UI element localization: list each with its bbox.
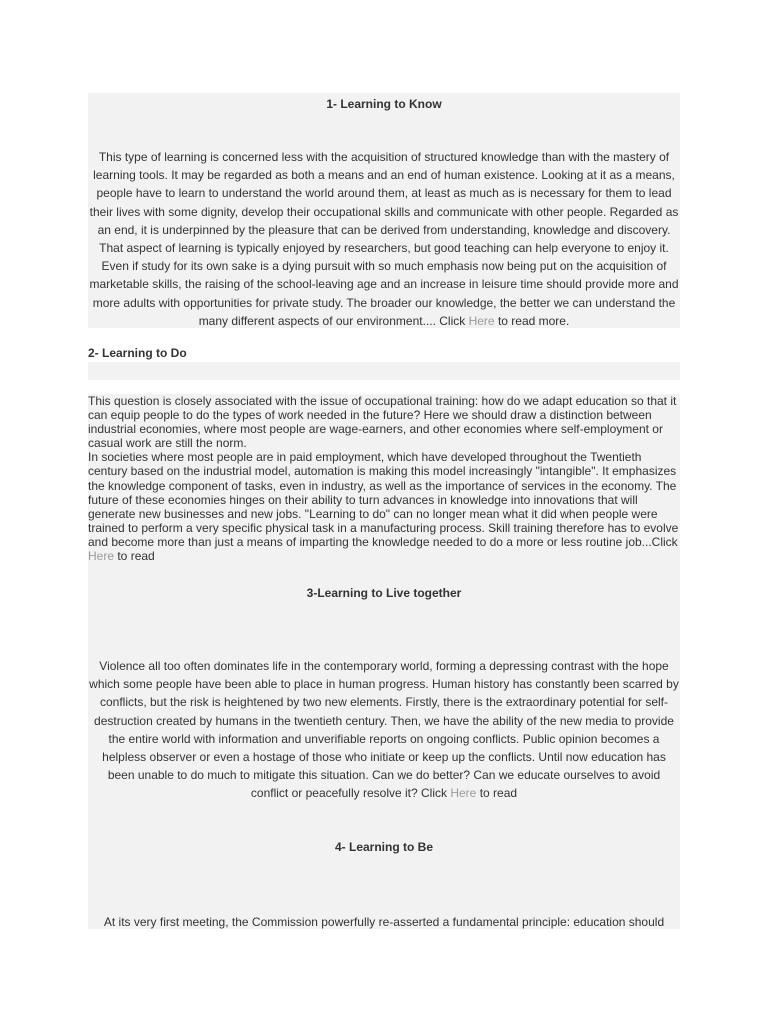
section-paragraph: [88, 148, 680, 330]
paragraph-text: This type of learning is concerned less with the acquisition of structured knowledge than with the mastery of learning tools. It may be regarded as both a means and an end of human existence. Looking at it as a means, people have to learn to understand the world around them, at least as much as is necessary for them to lead their lives with some dignity, develop their occupational skills and communicate with other people. Regarded as an end, it is underpinned by the pleasure that can be derived from understanding, knowledge and discovery. That aspect of learning is typically enjoyed by researchers, but good teaching can help everyone to enjoy it. Even if study for its own sake is a dying pursuit with so much emphasis now being put on the acquisition of marketable skills, the raising of the school-leaving age and an increase in leisure time should provide more and more adults with opportunities for private study. The broader our knowledge, the better we can understand the many different aspects of our environment.... Click: [89, 150, 679, 328]
section-paragraph: [88, 450, 680, 563]
section-paragraph: [88, 657, 680, 803]
section-heading: 3-Learning to Live together: [306, 586, 462, 600]
section-learning-to-know: [88, 93, 680, 328]
paragraph-tail: to read: [476, 786, 518, 801]
section-heading: 2- Learning to Do: [88, 346, 187, 360]
section-paragraph: This question is closely associated with the issue of occupational training: how do we adapt education so that it can equip people to do the types of work needed in the future? Here we should draw a distinction between industrial economies, where most people are wage-earners, and other economies where self-employment or casual work are still the norm.: [88, 394, 677, 451]
section-learning-to-do: [88, 394, 680, 564]
here-link[interactable]: Here: [468, 313, 495, 328]
section-divider-strip: [88, 362, 680, 380]
here-link[interactable]: Here: [450, 786, 477, 801]
paragraph-tail: to read more.: [494, 313, 570, 328]
section-heading-learning-to-be: 4- Learning to Be: [334, 840, 433, 854]
here-link[interactable]: Here: [88, 549, 115, 564]
section-learning-to-do-header: [88, 346, 680, 362]
section-paragraph-learning-to-be: At its very first meeting, the Commission powerfully re-asserted a fundamental principle: education should: [103, 915, 665, 929]
paragraph-tail: to read: [114, 549, 155, 564]
paragraph-text: In societies where most people are in paid employment, which have developed throughout the Twentieth century based on the industrial model, automation is making this model increasingly "intangible". It emphasizes the knowledge component of tasks, even in industry, as well as the importance of services in the economy. The future of these economies hinges on their ability to turn advances in knowledge into innovations that will generate new businesses and new jobs. "Learning to do" can no longer mean what it did when people were trained to perform a very specific physical task in a manufacturing process. Skill training therefore has to evolve and become more than just a means of imparting the knowledge needed to do a more or less routine job...Click: [88, 450, 679, 549]
section-heading: 1- Learning to Know: [326, 97, 442, 111]
section-learning-to-live-together: [88, 564, 680, 929]
paragraph-text: Violence all too often dominates life in the contemporary world, forming a depressing contrast with the hope which some people have been able to place in human progress. Human history has constantly been scarred by conflicts, but the risk is heightened by two new elements. Firstly, there is the extraordinary potential for self-destruction created by humans in the twentieth century. Then, we have the ability of the new media to provide the entire world with information and unverifiable reports on ongoing conflicts. Public opinion becomes a helpless observer or even a hostage of those who initiate or keep up the conflicts. Until now education has been unable to do much to mitigate this situation. Can we do better? Can we educate ourselves to avoid conflict or peacefully resolve it? Click: [89, 659, 679, 801]
